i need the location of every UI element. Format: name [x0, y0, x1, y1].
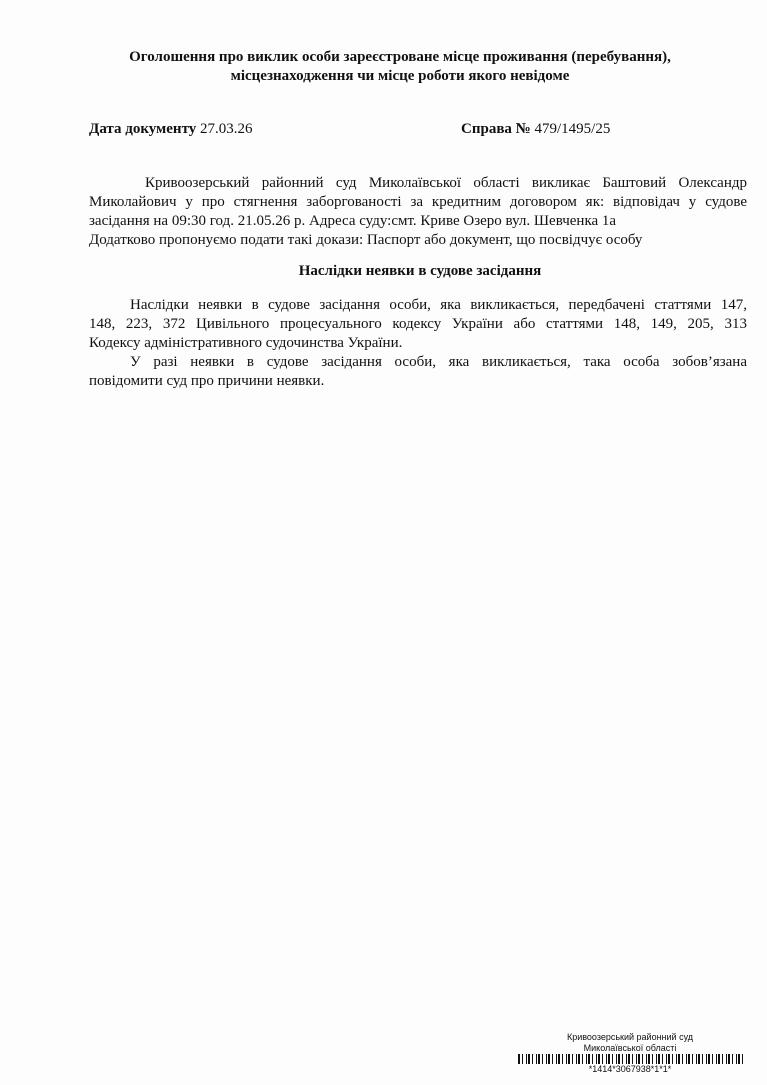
consequences-line-5: повідомити суд про причини неявки.: [89, 373, 325, 389]
consequences-line-1: Наслідки неявки в судове засідання особи, яка викликається, передбачені статтями 147,: [130, 297, 747, 313]
body-line-4: Додатково пропонуємо подати такі докази: Паспорт або документ, що посвідчує особу: [89, 232, 643, 248]
barcode-text: *1414*3067938*1*1*: [588, 1064, 672, 1074]
consequences-line-3: Кодексу адміністративного судочинства України.: [89, 335, 403, 351]
document-date: [89, 121, 253, 138]
case-number: [461, 121, 610, 138]
date-label: Дата документу: [89, 121, 197, 137]
stamp-line-2: Миколаївської області: [583, 1043, 677, 1053]
body-line-1: Кривоозерський районний суд Миколаївської області викликає Баштовий Олександр: [145, 175, 747, 191]
case-label: Справа №: [461, 121, 531, 137]
document-title-line2: місцезнаходження чи місце роботи якого невідоме: [230, 68, 570, 84]
consequences-line-2: 148, 223, 372 Цивільного процесуального кодексу України або статтями 148, 149, 205, 313: [89, 316, 747, 332]
body-line-3: засідання на 09:30 год. 21.05.26 р. Адреса суду:смт. Криве Озеро вул. Шевченка 1а: [89, 213, 617, 229]
case-value: 479/1495/25: [534, 121, 611, 137]
section-heading: Наслідки неявки в судове засідання: [298, 263, 542, 279]
date-value: 27.03.26: [200, 121, 253, 137]
barcode: [518, 1054, 744, 1064]
body-line-2: Миколайович у про стягнення заборгованості за кредитним договором як: відповідач у судове: [89, 194, 747, 210]
stamp-line-1: Кривоозерський районний суд: [566, 1032, 694, 1042]
document-title-line1: Оголошення про виклик особи зареєстроване місце проживання (перебування),: [129, 49, 671, 65]
court-stamp: [520, 1032, 740, 1054]
consequences-line-4: У разі неявки в судове засідання особи, яка викликається, така особа зобов’язана: [130, 354, 747, 370]
